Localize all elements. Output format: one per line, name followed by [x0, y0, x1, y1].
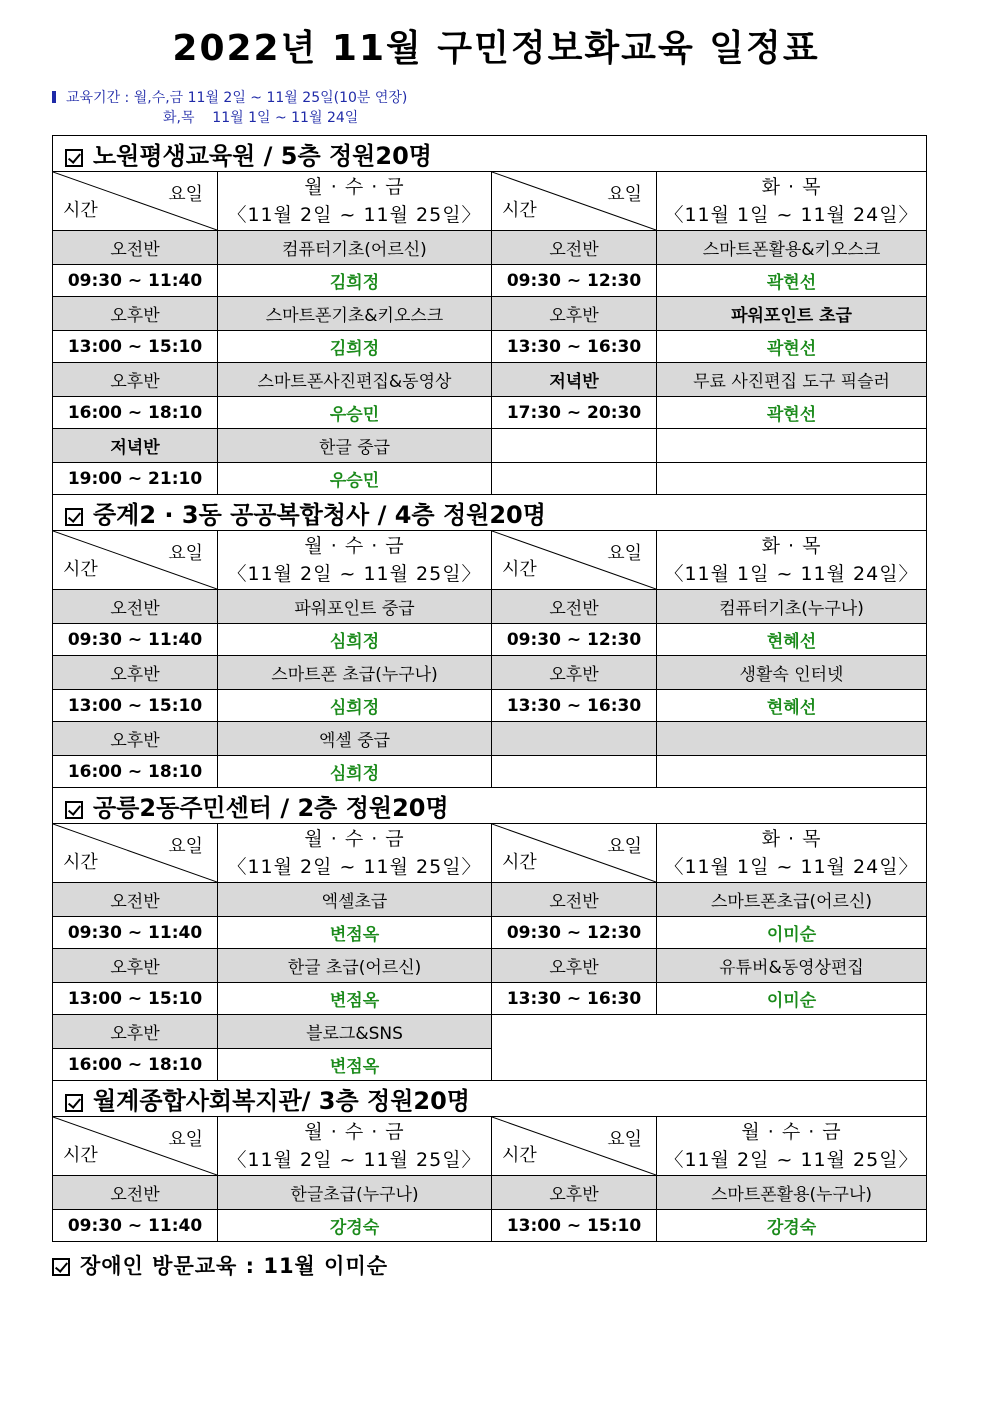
course-cell: 엑셀 중급 — [218, 722, 492, 756]
time-label: 시간 — [502, 559, 537, 580]
teacher-cell: 곽현선 — [657, 265, 927, 297]
period-line2: 화,목 11월 1일 ~ 11월 24일 — [163, 110, 359, 126]
time-label: 시간 — [63, 559, 98, 580]
slot-cell: 저녁반 — [53, 429, 218, 463]
teacher-row — [53, 265, 927, 297]
section-header-row — [53, 1081, 927, 1117]
right-days: 월 · 수 · 금 — [741, 1121, 842, 1143]
teacher-row — [53, 983, 927, 1015]
section-header-row — [53, 788, 927, 824]
day-time-corner — [53, 824, 218, 883]
time-label: 시간 — [502, 1145, 537, 1166]
right-days-header — [657, 1117, 927, 1176]
right-dates: 〈11월 1일 ~ 11월 24일〉 — [664, 204, 919, 226]
class-row — [53, 656, 927, 690]
time-label: 시간 — [63, 852, 98, 873]
teacher-cell: 김희정 — [218, 331, 492, 363]
teacher-row — [53, 756, 927, 788]
checkbox-icon — [65, 149, 83, 167]
section-title-cell — [53, 136, 927, 172]
time-cell: 13:00 ~ 15:10 — [53, 983, 218, 1015]
time-cell: 17:30 ~ 20:30 — [492, 397, 657, 429]
teacher-cell: 우승민 — [218, 397, 492, 429]
time-cell: 16:00 ~ 18:10 — [53, 1049, 218, 1081]
course-cell: 스마트폰기초&키오스크 — [218, 297, 492, 331]
teacher-row — [53, 463, 927, 495]
section-header-row — [53, 136, 927, 172]
section-title-cell — [53, 495, 927, 531]
day-time-corner — [492, 172, 657, 231]
course-cell: 스마트폰초급(어르신) — [657, 883, 927, 917]
right-dates: 〈11월 2일 ~ 11월 25일〉 — [664, 1149, 919, 1171]
course-cell: 블로그&SNS — [218, 1015, 492, 1049]
slot-cell: 오후반 — [492, 1176, 657, 1210]
class-row — [53, 231, 927, 265]
time-cell — [492, 463, 657, 495]
left-days-header — [218, 1117, 492, 1176]
slot-cell: 오후반 — [53, 297, 218, 331]
course-cell — [657, 722, 927, 756]
course-cell: 한글 중급 — [218, 429, 492, 463]
teacher-cell: 현혜선 — [657, 624, 927, 656]
left-dates: 〈11월 2일 ~ 11월 25일〉 — [227, 1149, 482, 1171]
day-label: 요일 — [168, 1129, 203, 1150]
slot-cell: 오전반 — [492, 590, 657, 624]
time-label: 시간 — [502, 852, 537, 873]
course-cell: 파워포인트 중급 — [218, 590, 492, 624]
course-cell: 엑셀초급 — [218, 883, 492, 917]
empty-cell — [492, 1015, 927, 1081]
slot-cell: 오전반 — [492, 231, 657, 265]
day-time-corner — [53, 1117, 218, 1176]
time-cell: 13:00 ~ 15:10 — [53, 690, 218, 722]
right-days: 화 · 목 — [761, 535, 822, 557]
slot-cell: 오전반 — [53, 590, 218, 624]
right-dates: 〈11월 1일 ~ 11월 24일〉 — [664, 856, 919, 878]
day-time-corner — [492, 531, 657, 590]
teacher-cell: 심희정 — [218, 624, 492, 656]
checkbox-icon — [65, 508, 83, 526]
time-label: 시간 — [502, 200, 537, 221]
right-days-header — [657, 531, 927, 590]
course-cell — [657, 429, 927, 463]
time-cell: 13:00 ~ 15:10 — [53, 331, 218, 363]
course-cell: 한글초급(누구나) — [218, 1176, 492, 1210]
teacher-row — [53, 690, 927, 722]
course-cell: 스마트폰활용(누구나) — [657, 1176, 927, 1210]
teacher-row — [53, 397, 927, 429]
section-title: 노원평생교육원 / 5층 정원20명 — [93, 142, 432, 170]
slot-cell — [492, 429, 657, 463]
teacher-cell: 이미순 — [657, 917, 927, 949]
day-label: 요일 — [607, 184, 642, 205]
teacher-cell: 곽현선 — [657, 331, 927, 363]
teacher-cell: 현혜선 — [657, 690, 927, 722]
right-days: 화 · 목 — [761, 828, 822, 850]
course-cell: 유튜버&동영상편집 — [657, 949, 927, 983]
day-time-corner — [53, 172, 218, 231]
time-cell: 13:30 ~ 16:30 — [492, 331, 657, 363]
left-days: 월 · 수 · 금 — [304, 828, 405, 850]
course-cell: 무료 사진편집 도구 픽슬러 — [657, 363, 927, 397]
section-title: 공릉2동주민센터 / 2층 정원20명 — [93, 794, 449, 822]
day-time-corner — [492, 1117, 657, 1176]
section-title-cell — [53, 1081, 927, 1117]
course-cell: 스마트폰 초급(누구나) — [218, 656, 492, 690]
day-label: 요일 — [168, 543, 203, 564]
course-cell: 컴퓨터기초(어르신) — [218, 231, 492, 265]
class-row — [53, 949, 927, 983]
left-dates: 〈11월 2일 ~ 11월 25일〉 — [227, 856, 482, 878]
day-header-row — [53, 172, 927, 231]
period-label: 교육기간 : — [66, 90, 130, 106]
class-row — [53, 1176, 927, 1210]
slot-cell: 오후반 — [492, 656, 657, 690]
teacher-cell: 변점옥 — [218, 917, 492, 949]
teacher-row — [53, 917, 927, 949]
course-cell: 스마트폰활용&키오스크 — [657, 231, 927, 265]
time-cell: 09:30 ~ 12:30 — [492, 917, 657, 949]
day-header-row — [53, 1117, 927, 1176]
time-label: 시간 — [63, 1145, 98, 1166]
time-cell — [492, 756, 657, 788]
left-days-header — [218, 824, 492, 883]
time-cell: 09:30 ~ 11:40 — [53, 624, 218, 656]
teacher-cell: 이미순 — [657, 983, 927, 1015]
time-cell: 13:30 ~ 16:30 — [492, 690, 657, 722]
class-row — [53, 297, 927, 331]
slot-cell: 오후반 — [53, 722, 218, 756]
right-dates: 〈11월 1일 ~ 11월 24일〉 — [664, 563, 919, 585]
time-cell: 09:30 ~ 11:40 — [53, 265, 218, 297]
time-cell: 09:30 ~ 11:40 — [53, 917, 218, 949]
day-header-row — [53, 824, 927, 883]
time-cell: 09:30 ~ 12:30 — [492, 265, 657, 297]
course-cell: 생활속 인터넷 — [657, 656, 927, 690]
section-title: 중계2 · 3동 공공복합청사 / 4층 정원20명 — [93, 501, 546, 529]
slot-cell: 오전반 — [53, 231, 218, 265]
page-title: 2022년 11월 구민정보화교육 일정표 — [172, 28, 820, 69]
course-cell: 한글 초급(어르신) — [218, 949, 492, 983]
checkbox-icon — [65, 801, 83, 819]
day-time-corner — [53, 531, 218, 590]
class-row — [53, 363, 927, 397]
teacher-cell — [657, 463, 927, 495]
left-days-header — [218, 531, 492, 590]
class-row — [53, 590, 927, 624]
footer-text: 장애인 방문교육 : 11월 이미순 — [80, 1254, 389, 1278]
class-row — [53, 722, 927, 756]
class-row — [53, 1015, 927, 1049]
right-days-header — [657, 172, 927, 231]
left-dates: 〈11월 2일 ~ 11월 25일〉 — [227, 204, 482, 226]
slot-cell: 오후반 — [53, 363, 218, 397]
time-label: 시간 — [63, 200, 98, 221]
left-days: 월 · 수 · 금 — [304, 535, 405, 557]
teacher-cell: 변점옥 — [218, 983, 492, 1015]
time-cell: 19:00 ~ 21:10 — [53, 463, 218, 495]
teacher-cell: 심희정 — [218, 690, 492, 722]
course-cell: 컴퓨터기초(누구나) — [657, 590, 927, 624]
footer-note — [52, 1250, 388, 1280]
time-cell: 09:30 ~ 11:40 — [53, 1210, 218, 1242]
day-label: 요일 — [168, 836, 203, 857]
time-cell: 16:00 ~ 18:10 — [53, 397, 218, 429]
left-days-header — [218, 172, 492, 231]
teacher-row — [53, 1210, 927, 1242]
left-days: 월 · 수 · 금 — [304, 176, 405, 198]
slot-cell: 오후반 — [53, 949, 218, 983]
teacher-cell: 강경숙 — [218, 1210, 492, 1242]
time-cell: 09:30 ~ 12:30 — [492, 624, 657, 656]
teacher-row — [53, 331, 927, 363]
teacher-cell — [657, 756, 927, 788]
teacher-cell: 우승민 — [218, 463, 492, 495]
teacher-cell: 김희정 — [218, 265, 492, 297]
checkbox-icon — [65, 1094, 83, 1112]
right-days: 화 · 목 — [761, 176, 822, 198]
class-row — [53, 429, 927, 463]
slot-cell: 오후반 — [492, 297, 657, 331]
slot-cell: 저녁반 — [492, 363, 657, 397]
day-label: 요일 — [168, 184, 203, 205]
teacher-cell: 곽현선 — [657, 397, 927, 429]
right-days-header — [657, 824, 927, 883]
section-header-row — [53, 495, 927, 531]
slot-cell — [492, 722, 657, 756]
section-title-cell — [53, 788, 927, 824]
day-header-row — [53, 531, 927, 590]
course-cell: 스마트폰사진편집&동영상 — [218, 363, 492, 397]
time-cell: 13:00 ~ 15:10 — [492, 1210, 657, 1242]
day-time-corner — [492, 824, 657, 883]
slot-cell: 오후반 — [492, 949, 657, 983]
left-dates: 〈11월 2일 ~ 11월 25일〉 — [227, 563, 482, 585]
course-cell: 파워포인트 초급 — [657, 297, 927, 331]
slot-cell: 오전반 — [492, 883, 657, 917]
time-cell: 16:00 ~ 18:10 — [53, 756, 218, 788]
period-line1: 월,수,금 11월 2일 ~ 11월 25일(10분 연장) — [133, 90, 408, 106]
class-row — [53, 883, 927, 917]
checkbox-icon — [52, 1258, 70, 1276]
teacher-cell: 강경숙 — [657, 1210, 927, 1242]
day-label: 요일 — [607, 1129, 642, 1150]
left-days: 월 · 수 · 금 — [304, 1121, 405, 1143]
teacher-row — [53, 624, 927, 656]
slot-cell: 오전반 — [53, 883, 218, 917]
teacher-cell: 심희정 — [218, 756, 492, 788]
slot-cell: 오후반 — [53, 656, 218, 690]
education-period — [52, 88, 407, 128]
teacher-cell: 변점옥 — [218, 1049, 492, 1081]
day-label: 요일 — [607, 543, 642, 564]
slot-cell: 오전반 — [53, 1176, 218, 1210]
section-title: 월계종합사회복지관/ 3층 정원20명 — [93, 1087, 470, 1115]
bullet-icon — [52, 91, 56, 103]
schedule-table — [52, 135, 927, 1242]
day-label: 요일 — [607, 836, 642, 857]
slot-cell: 오후반 — [53, 1015, 218, 1049]
time-cell: 13:30 ~ 16:30 — [492, 983, 657, 1015]
